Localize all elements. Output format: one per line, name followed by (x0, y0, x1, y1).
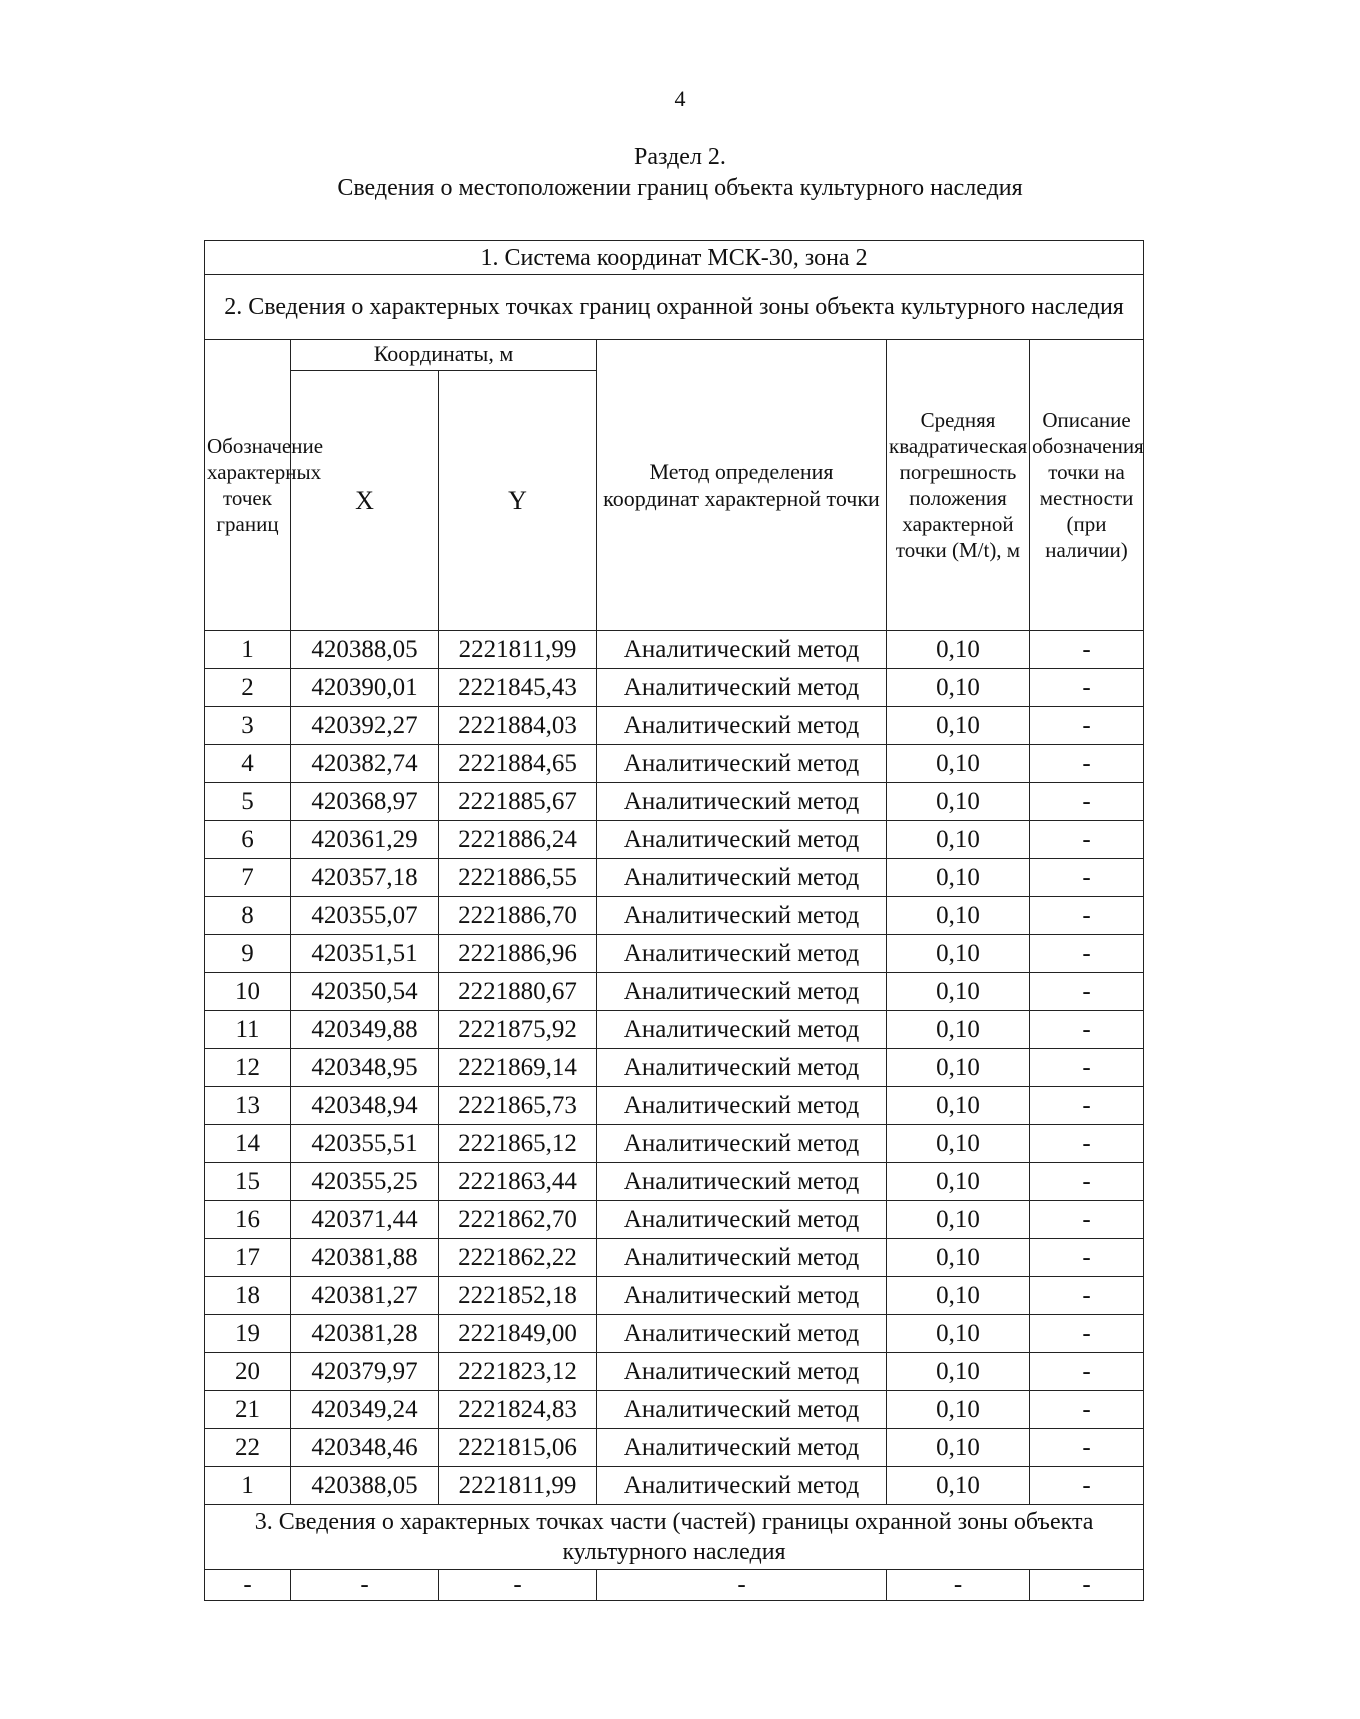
method-cell: Аналитический метод (597, 1277, 887, 1315)
method-cell: Аналитический метод (597, 1429, 887, 1467)
table-row (205, 897, 1144, 935)
x-coordinate-cell: 420381,27 (291, 1277, 439, 1315)
table-row (205, 1011, 1144, 1049)
y-coordinate-cell: 2221884,65 (439, 745, 597, 783)
table-row (205, 973, 1144, 1011)
point-number-cell: 12 (205, 1049, 291, 1087)
point-number-cell: 18 (205, 1277, 291, 1315)
method-cell: Аналитический метод (597, 1201, 887, 1239)
x-coordinate-cell: 420368,97 (291, 783, 439, 821)
error-cell: 0,10 (887, 1011, 1030, 1049)
table-row (205, 1467, 1144, 1505)
x-coordinate-cell: 420390,01 (291, 669, 439, 707)
x-coordinate-cell: 420349,88 (291, 1011, 439, 1049)
description-cell: - (1030, 1277, 1144, 1315)
point-number-cell: 6 (205, 821, 291, 859)
x-coordinate-cell: 420350,54 (291, 973, 439, 1011)
table-row (205, 1239, 1144, 1277)
description-cell: - (1030, 707, 1144, 745)
header-y: Y (439, 371, 597, 631)
y-coordinate-cell: 2221880,67 (439, 973, 597, 1011)
y-coordinate-cell: 2221885,67 (439, 783, 597, 821)
description-cell: - (1030, 1163, 1144, 1201)
description-cell: - (1030, 1087, 1144, 1125)
method-cell: Аналитический метод (597, 1163, 887, 1201)
error-cell: 0,10 (887, 1201, 1030, 1239)
table-row (205, 631, 1144, 669)
error-cell: 0,10 (887, 1315, 1030, 1353)
empty-cell: - (439, 1570, 597, 1601)
boundary-points-heading-cell: 2. Сведения о характерных точках границ охранной зоны объекта культурного наследия (205, 275, 1144, 340)
method-cell: Аналитический метод (597, 973, 887, 1011)
x-coordinate-cell: 420348,94 (291, 1087, 439, 1125)
point-number-cell: 13 (205, 1087, 291, 1125)
y-coordinate-cell: 2221875,92 (439, 1011, 597, 1049)
point-number-cell: 14 (205, 1125, 291, 1163)
table-row (205, 859, 1144, 897)
table-row (205, 745, 1144, 783)
method-cell: Аналитический метод (597, 1125, 887, 1163)
method-cell: Аналитический метод (597, 1087, 887, 1125)
boundary-points-heading-row (205, 275, 1144, 340)
description-cell: - (1030, 859, 1144, 897)
y-coordinate-cell: 2221811,99 (439, 1467, 597, 1505)
description-cell: - (1030, 897, 1144, 935)
error-cell: 0,10 (887, 973, 1030, 1011)
description-cell: - (1030, 1049, 1144, 1087)
x-coordinate-cell: 420388,05 (291, 631, 439, 669)
empty-cell: - (1030, 1570, 1144, 1601)
y-coordinate-cell: 2221811,99 (439, 631, 597, 669)
description-cell: - (1030, 1467, 1144, 1505)
coordinates-table (204, 240, 1144, 1601)
empty-cell: - (597, 1570, 887, 1601)
header-coordinates: Координаты, м (291, 340, 597, 371)
error-cell: 0,10 (887, 1429, 1030, 1467)
method-cell: Аналитический метод (597, 897, 887, 935)
table-row (205, 1353, 1144, 1391)
description-cell: - (1030, 1391, 1144, 1429)
method-cell: Аналитический метод (597, 1467, 887, 1505)
empty-cell: - (887, 1570, 1030, 1601)
description-cell: - (1030, 669, 1144, 707)
error-cell: 0,10 (887, 1391, 1030, 1429)
description-cell: - (1030, 1201, 1144, 1239)
method-cell: Аналитический метод (597, 1315, 887, 1353)
error-cell: 0,10 (887, 707, 1030, 745)
table-row (205, 669, 1144, 707)
x-coordinate-cell: 420388,05 (291, 1467, 439, 1505)
x-coordinate-cell: 420351,51 (291, 935, 439, 973)
header-description: Описание обозначения точки на местности (при наличии) (1030, 340, 1144, 631)
y-coordinate-cell: 2221886,70 (439, 897, 597, 935)
error-cell: 0,10 (887, 745, 1030, 783)
x-coordinate-cell: 420381,88 (291, 1239, 439, 1277)
error-cell: 0,10 (887, 1125, 1030, 1163)
error-cell: 0,10 (887, 821, 1030, 859)
point-number-cell: 1 (205, 1467, 291, 1505)
description-cell: - (1030, 1315, 1144, 1353)
point-number-cell: 21 (205, 1391, 291, 1429)
boundary-parts-heading-row (205, 1505, 1144, 1570)
y-coordinate-cell: 2221884,03 (439, 707, 597, 745)
y-coordinate-cell: 2221863,44 (439, 1163, 597, 1201)
page-number: 4 (674, 86, 686, 111)
boundary-parts-heading-cell: 3. Сведения о характерных точках части (частей) границы охранной зоны объекта культурного наследия (205, 1505, 1144, 1570)
error-cell: 0,10 (887, 1049, 1030, 1087)
x-coordinate-cell: 420355,25 (291, 1163, 439, 1201)
y-coordinate-cell: 2221849,00 (439, 1315, 597, 1353)
error-cell: 0,10 (887, 1277, 1030, 1315)
point-number-cell: 5 (205, 783, 291, 821)
method-cell: Аналитический метод (597, 859, 887, 897)
table-row (205, 1049, 1144, 1087)
section-subtitle: Сведения о местоположении границ объекта культурного наследия (337, 175, 1023, 201)
empty-cell: - (291, 1570, 439, 1601)
method-cell: Аналитический метод (597, 669, 887, 707)
point-number-cell: 8 (205, 897, 291, 935)
method-cell: Аналитический метод (597, 631, 887, 669)
point-number-cell: 11 (205, 1011, 291, 1049)
point-number-cell: 19 (205, 1315, 291, 1353)
point-number-cell: 9 (205, 935, 291, 973)
x-coordinate-cell: 420349,24 (291, 1391, 439, 1429)
description-cell: - (1030, 973, 1144, 1011)
error-cell: 0,10 (887, 783, 1030, 821)
error-cell: 0,10 (887, 897, 1030, 935)
table-row (205, 1429, 1144, 1467)
table-row (205, 1315, 1144, 1353)
point-number-cell: 17 (205, 1239, 291, 1277)
x-coordinate-cell: 420379,97 (291, 1353, 439, 1391)
section-title: Раздел 2. (634, 144, 726, 170)
error-cell: 0,10 (887, 631, 1030, 669)
table-row (205, 1125, 1144, 1163)
x-coordinate-cell: 420348,95 (291, 1049, 439, 1087)
error-cell: 0,10 (887, 935, 1030, 973)
empty-parts-row (205, 1570, 1144, 1601)
method-cell: Аналитический метод (597, 1239, 887, 1277)
header-error: Средняя квадратическая погрешность положения характерной точки (M/t), м (887, 340, 1030, 631)
method-cell: Аналитический метод (597, 745, 887, 783)
point-number-cell: 16 (205, 1201, 291, 1239)
y-coordinate-cell: 2221845,43 (439, 669, 597, 707)
x-coordinate-cell: 420348,46 (291, 1429, 439, 1467)
table-row (205, 1087, 1144, 1125)
y-coordinate-cell: 2221862,22 (439, 1239, 597, 1277)
coordinate-system-row (205, 241, 1144, 275)
description-cell: - (1030, 745, 1144, 783)
x-coordinate-cell: 420361,29 (291, 821, 439, 859)
error-cell: 0,10 (887, 859, 1030, 897)
description-cell: - (1030, 1353, 1144, 1391)
y-coordinate-cell: 2221865,73 (439, 1087, 597, 1125)
method-cell: Аналитический метод (597, 1391, 887, 1429)
method-cell: Аналитический метод (597, 935, 887, 973)
description-cell: - (1030, 631, 1144, 669)
y-coordinate-cell: 2221862,70 (439, 1201, 597, 1239)
table-row (205, 1277, 1144, 1315)
method-cell: Аналитический метод (597, 821, 887, 859)
y-coordinate-cell: 2221865,12 (439, 1125, 597, 1163)
header-row-1 (205, 340, 1144, 371)
error-cell: 0,10 (887, 669, 1030, 707)
error-cell: 0,10 (887, 1467, 1030, 1505)
table-row (205, 1391, 1144, 1429)
point-number-cell: 10 (205, 973, 291, 1011)
x-coordinate-cell: 420355,51 (291, 1125, 439, 1163)
table-row (205, 1201, 1144, 1239)
y-coordinate-cell: 2221852,18 (439, 1277, 597, 1315)
point-number-cell: 22 (205, 1429, 291, 1467)
x-coordinate-cell: 420381,28 (291, 1315, 439, 1353)
error-cell: 0,10 (887, 1163, 1030, 1201)
table-row (205, 935, 1144, 973)
method-cell: Аналитический метод (597, 1011, 887, 1049)
description-cell: - (1030, 1239, 1144, 1277)
description-cell: - (1030, 935, 1144, 973)
x-coordinate-cell: 420357,18 (291, 859, 439, 897)
description-cell: - (1030, 1125, 1144, 1163)
point-number-cell: 2 (205, 669, 291, 707)
description-cell: - (1030, 1011, 1144, 1049)
coordinate-system-cell: 1. Система координат МСК-30, зона 2 (205, 241, 1144, 275)
header-method: Метод определения координат характерной точки (597, 340, 887, 631)
point-number-cell: 4 (205, 745, 291, 783)
header-point: Обозначение характерных точек границ (205, 340, 291, 631)
table-row (205, 1163, 1144, 1201)
header-x: X (291, 371, 439, 631)
table-row (205, 821, 1144, 859)
description-cell: - (1030, 1429, 1144, 1467)
y-coordinate-cell: 2221869,14 (439, 1049, 597, 1087)
point-number-cell: 3 (205, 707, 291, 745)
point-number-cell: 20 (205, 1353, 291, 1391)
error-cell: 0,10 (887, 1239, 1030, 1277)
table-row (205, 783, 1144, 821)
y-coordinate-cell: 2221815,06 (439, 1429, 597, 1467)
y-coordinate-cell: 2221823,12 (439, 1353, 597, 1391)
error-cell: 0,10 (887, 1087, 1030, 1125)
method-cell: Аналитический метод (597, 1353, 887, 1391)
x-coordinate-cell: 420382,74 (291, 745, 439, 783)
y-coordinate-cell: 2221886,55 (439, 859, 597, 897)
error-cell: 0,10 (887, 1353, 1030, 1391)
method-cell: Аналитический метод (597, 707, 887, 745)
method-cell: Аналитический метод (597, 783, 887, 821)
y-coordinate-cell: 2221886,24 (439, 821, 597, 859)
x-coordinate-cell: 420355,07 (291, 897, 439, 935)
x-coordinate-cell: 420392,27 (291, 707, 439, 745)
point-number-cell: 1 (205, 631, 291, 669)
point-number-cell: 7 (205, 859, 291, 897)
empty-cell: - (205, 1570, 291, 1601)
description-cell: - (1030, 821, 1144, 859)
x-coordinate-cell: 420371,44 (291, 1201, 439, 1239)
y-coordinate-cell: 2221824,83 (439, 1391, 597, 1429)
y-coordinate-cell: 2221886,96 (439, 935, 597, 973)
description-cell: - (1030, 783, 1144, 821)
method-cell: Аналитический метод (597, 1049, 887, 1087)
table-row (205, 707, 1144, 745)
point-number-cell: 15 (205, 1163, 291, 1201)
